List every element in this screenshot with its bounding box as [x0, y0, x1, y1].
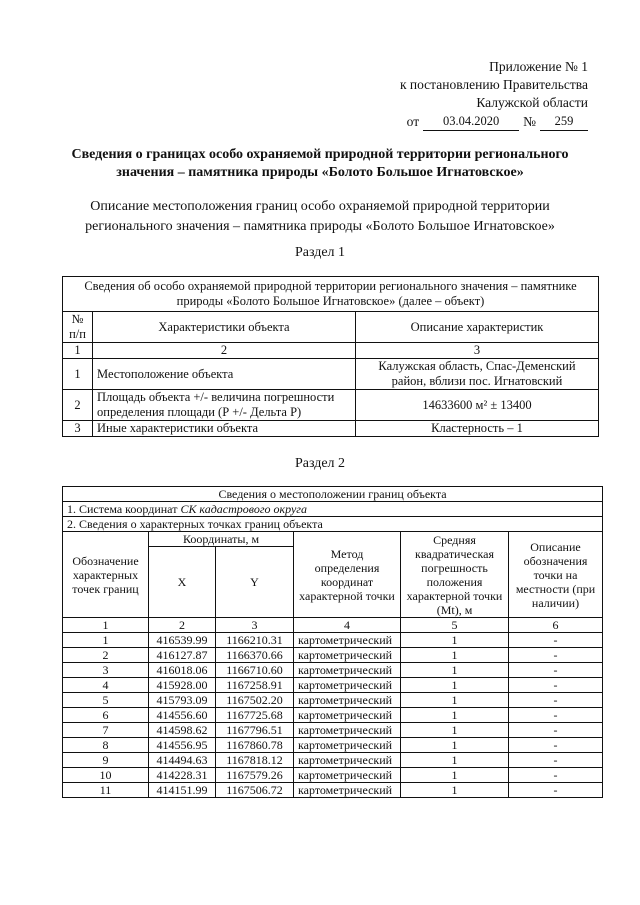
- coord-y: 1167818.12: [216, 753, 294, 768]
- method: картометрический: [294, 738, 401, 753]
- table-row: [63, 783, 603, 798]
- column-header-x: X: [149, 547, 216, 618]
- table-row: [63, 723, 603, 738]
- table-header-row: [63, 532, 603, 547]
- table-row: [63, 390, 599, 421]
- coord-y: 1167502.20: [216, 693, 294, 708]
- column-number: 6: [509, 618, 603, 633]
- column-number: 2: [149, 618, 216, 633]
- column-number: 3: [216, 618, 294, 633]
- method: картометрический: [294, 783, 401, 798]
- mean-error: 1: [401, 693, 509, 708]
- point-description: -: [509, 633, 603, 648]
- method: картометрический: [294, 648, 401, 663]
- column-header: Описание характеристик: [356, 312, 599, 343]
- point-description: -: [509, 663, 603, 678]
- section-2-heading: Раздел 2: [294, 456, 346, 471]
- table-row: [63, 678, 603, 693]
- mean-error: 1: [401, 678, 509, 693]
- characteristic-value: Кластерность – 1: [356, 421, 599, 437]
- column-header: № п/п: [63, 312, 93, 343]
- point-description: -: [509, 648, 603, 663]
- points-caption: 2. Сведения о характерных точках границ объекта: [63, 517, 603, 532]
- column-header-desc: Описание обозначения точки на местности (при наличии): [509, 532, 603, 618]
- coord-x: 414151.99: [149, 783, 216, 798]
- table-column-numbers-row: [63, 618, 603, 633]
- appendix-date-row: [400, 112, 588, 131]
- point-number: 6: [63, 708, 149, 723]
- table-row: [63, 708, 603, 723]
- table-row: [63, 738, 603, 753]
- point-description: -: [509, 693, 603, 708]
- coord-y: 1167579.26: [216, 768, 294, 783]
- method: картометрический: [294, 693, 401, 708]
- coord-x: 416539.99: [149, 633, 216, 648]
- table-row: [63, 359, 599, 390]
- point-description: -: [509, 783, 603, 798]
- point-number: 9: [63, 753, 149, 768]
- table-row: [63, 663, 603, 678]
- appendix-date: 03.04.2020: [423, 112, 519, 131]
- column-number: 5: [401, 618, 509, 633]
- table-caption: Сведения о местоположении границ объекта: [63, 487, 603, 502]
- appendix-number-label: №: [523, 114, 536, 129]
- coordinate-system-label: 1. Система координат: [67, 502, 181, 516]
- coord-y: 1167506.72: [216, 783, 294, 798]
- coord-x: 414228.31: [149, 768, 216, 783]
- column-header-y: Y: [216, 547, 294, 618]
- method: картометрический: [294, 633, 401, 648]
- coord-x: 416127.87: [149, 648, 216, 663]
- column-header-point: Обозначение характерных точек границ: [63, 532, 149, 618]
- mean-error: 1: [401, 663, 509, 678]
- row-number: 1: [63, 359, 93, 390]
- column-header-error: Средняя квадратическая погрешность положения характерной точки (Mt), м: [401, 532, 509, 618]
- point-number: 1: [63, 633, 149, 648]
- title-line-2: значения – памятника природы «Болото Большое Игнатовское»: [116, 165, 524, 180]
- appendix-block: [400, 58, 588, 131]
- characteristic-name: Иные характеристики объекта: [93, 421, 356, 437]
- coord-y: 1167796.51: [216, 723, 294, 738]
- column-number: 4: [294, 618, 401, 633]
- characteristic-name: Местоположение объекта: [93, 359, 356, 390]
- point-number: 5: [63, 693, 149, 708]
- object-characteristics-table: [62, 276, 599, 437]
- column-header: Характеристики объекта: [93, 312, 356, 343]
- coord-x: 414556.60: [149, 708, 216, 723]
- coord-x: 415793.09: [149, 693, 216, 708]
- point-description: -: [509, 753, 603, 768]
- appendix-line-1: Приложение № 1: [489, 59, 588, 74]
- point-number: 11: [63, 783, 149, 798]
- coord-x: 414598.62: [149, 723, 216, 738]
- point-number: 8: [63, 738, 149, 753]
- points-body: [63, 633, 603, 798]
- coord-y: 1167258.91: [216, 678, 294, 693]
- table-header-row: [63, 312, 599, 343]
- point-description: -: [509, 723, 603, 738]
- appendix-from-label: от: [406, 114, 420, 129]
- method: картометрический: [294, 678, 401, 693]
- characteristic-name: Площадь объекта +/- величина погрешности определения площади (Р +/- Дельта Р): [93, 390, 356, 421]
- row-number: 3: [63, 421, 93, 437]
- column-number: 3: [356, 343, 599, 359]
- table-caption-row: [63, 487, 603, 502]
- coord-y: 1166370.66: [216, 648, 294, 663]
- characteristic-value: Калужская область, Спас-Деменский район, вблизи пос. Игнатовский: [356, 359, 599, 390]
- coord-y: 1166210.31: [216, 633, 294, 648]
- table-row: [63, 753, 603, 768]
- mean-error: 1: [401, 753, 509, 768]
- appendix-line-3: Калужской области: [476, 95, 588, 110]
- point-number: 4: [63, 678, 149, 693]
- table-row: [63, 421, 599, 437]
- boundary-points-table: [62, 486, 603, 798]
- table-row: [63, 633, 603, 648]
- table-caption: Сведения об особо охраняемой природной территории регионального значения – памятнике природы «Болото Большое Игнатовское» (далее – объект): [63, 277, 599, 312]
- column-header-coords: Координаты, м: [149, 532, 294, 547]
- method: картометрический: [294, 723, 401, 738]
- point-description: -: [509, 738, 603, 753]
- point-description: -: [509, 678, 603, 693]
- coord-y: 1166710.60: [216, 663, 294, 678]
- coord-x: 416018.06: [149, 663, 216, 678]
- coord-y: 1167860.78: [216, 738, 294, 753]
- mean-error: 1: [401, 723, 509, 738]
- title-line-1: Сведения о границах особо охраняемой природной территории регионального: [71, 147, 569, 162]
- coordinate-system: [63, 502, 603, 517]
- column-number: 1: [63, 618, 149, 633]
- mean-error: 1: [401, 633, 509, 648]
- column-header-method: Метод определения координат характерной точки: [294, 532, 401, 618]
- subtitle-line-1: Описание местоположения границ особо охраняемой природной территории: [90, 199, 550, 214]
- subtitle-line-2: регионального значения – памятника природы «Болото Большое Игнатовское»: [85, 219, 555, 234]
- coord-x: 415928.00: [149, 678, 216, 693]
- point-number: 10: [63, 768, 149, 783]
- coord-x: 414494.63: [149, 753, 216, 768]
- coordinate-system-row: [63, 502, 603, 517]
- method: картометрический: [294, 663, 401, 678]
- mean-error: 1: [401, 708, 509, 723]
- table-row: [63, 768, 603, 783]
- appendix-line-2: к постановлению Правительства: [399, 77, 588, 92]
- document-subtitle: [40, 197, 600, 237]
- point-number: 7: [63, 723, 149, 738]
- table-column-numbers-row: [63, 343, 599, 359]
- method: картометрический: [294, 708, 401, 723]
- point-number: 2: [63, 648, 149, 663]
- characteristic-value: 14633600 м² ± 13400: [356, 390, 599, 421]
- mean-error: 1: [401, 738, 509, 753]
- point-description: -: [509, 708, 603, 723]
- row-number: 2: [63, 390, 93, 421]
- document-title: [40, 146, 600, 182]
- mean-error: 1: [401, 648, 509, 663]
- mean-error: 1: [401, 783, 509, 798]
- coordinate-system-value: СК кадастрового округа: [180, 502, 307, 516]
- table-row: [63, 693, 603, 708]
- appendix-number: 259: [540, 112, 588, 131]
- column-number: 1: [63, 343, 93, 359]
- method: картометрический: [294, 753, 401, 768]
- table-caption-row: [63, 277, 599, 312]
- table-row: [63, 648, 603, 663]
- point-number: 3: [63, 663, 149, 678]
- method: картометрический: [294, 768, 401, 783]
- coord-x: 414556.95: [149, 738, 216, 753]
- mean-error: 1: [401, 768, 509, 783]
- points-caption-row: [63, 517, 603, 532]
- section-1-heading: Раздел 1: [294, 245, 346, 260]
- point-description: -: [509, 768, 603, 783]
- column-number: 2: [93, 343, 356, 359]
- coord-y: 1167725.68: [216, 708, 294, 723]
